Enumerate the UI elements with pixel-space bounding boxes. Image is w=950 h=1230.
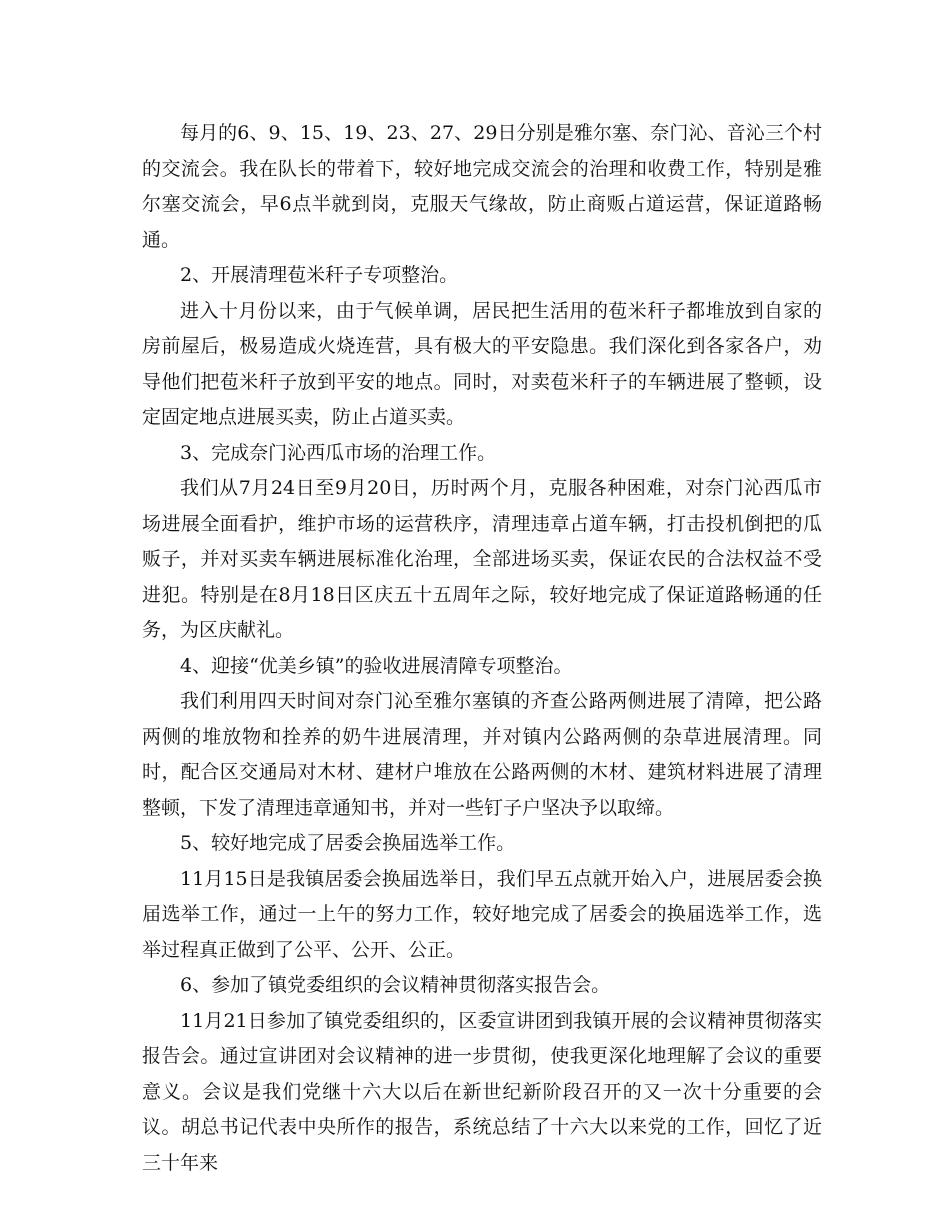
paragraph-road-clearance: 我们利用四天时间对奈门沁至雅尔塞镇的齐查公路两侧进展了清障，把公路两侧的堆放物和拴养的奶牛进展清理，并对镇内公路两侧的杂草进展清理。同时，配合区交通局对木材、建材户堆放在公路两侧的木材、建筑材料进展了清理整顿，下发了清理违章通知书，并对一些钉子户坚决予以取缔。 [142,690,822,819]
document-body [142,116,822,1181]
heading-election: 5、较好地完成了居委会换届选举工作。 [180,832,516,854]
paragraph-corn-stalk-cleanup: 进入十月份以来，由于气候单调，居民把生活用的苞米秆子都堆放到自家的房前屋后，极易造成火烧连营，具有极大的平安隐患。我们深化到各家各户，劝导他们把苞米秆子放到平安的地点。同时，对卖苞米秆子的车辆进展了整顿，设定固定地点进展买卖，防止占道买卖。 [142,299,822,428]
heading-corn-stalk-cleanup: 2、开展清理苞米秆子专项整治。 [180,264,459,286]
paragraph-meeting-report: 11月21日参加了镇党委组织的，区委宣讲团到我镇开展的会议精神贯彻落实报告会。通过宣讲团对会议精神的进一步贯彻，使我更深化地理解了会议的重要意义。会议是我们党继十六大以后在新世纪新阶段召开的又一次十分重要的会议。胡总书记代表中央所作的报告，系统总结了十六大以来党的工作，回忆了近三十年来 [142,1009,822,1174]
paragraph-election: 11月15日是我镇居委会换届选举日，我们早五点就开始入户，进展居委会换届选举工作，通过一上午的努力工作，较好地完成了居委会的换届选举工作，选举过程真正做到了公平、公开、公正。 [142,867,822,961]
paragraph-watermelon-market: 我们从7月24日至9月20日，历时两个月，克服各种困难，对奈门沁西瓜市场进展全面看护，维护市场的运营秩序，清理违章占道车辆，打击投机倒把的瓜贩子，并对买卖车辆进展标准化治理，全部进场买卖，保证农民的合法权益不受进犯。特别是在8月18日区庆五十五周年之际，较好地完成了保证道路畅通的任务，为区庆献礼。 [142,477,822,641]
heading-road-clearance: 4、迎接“优美乡镇”的验收进展清障专项整治。 [180,654,573,677]
heading-watermelon-market: 3、完成奈门沁西瓜市场的治理工作。 [180,441,497,464]
paragraph-market-fairs: 每月的6、9、15、19、23、27、29日分别是雅尔塞、奈门沁、音沁三个村的交流会。我在队长的带着下，较好地完成交流会的治理和收费工作，特别是雅尔塞交流会，早6点半就到岗，克服天气缘故，防止商贩占道运营，保证道路畅通。 [142,122,822,251]
heading-meeting-report: 6、参加了镇党委组织的会议精神贯彻落实报告会。 [180,974,611,996]
